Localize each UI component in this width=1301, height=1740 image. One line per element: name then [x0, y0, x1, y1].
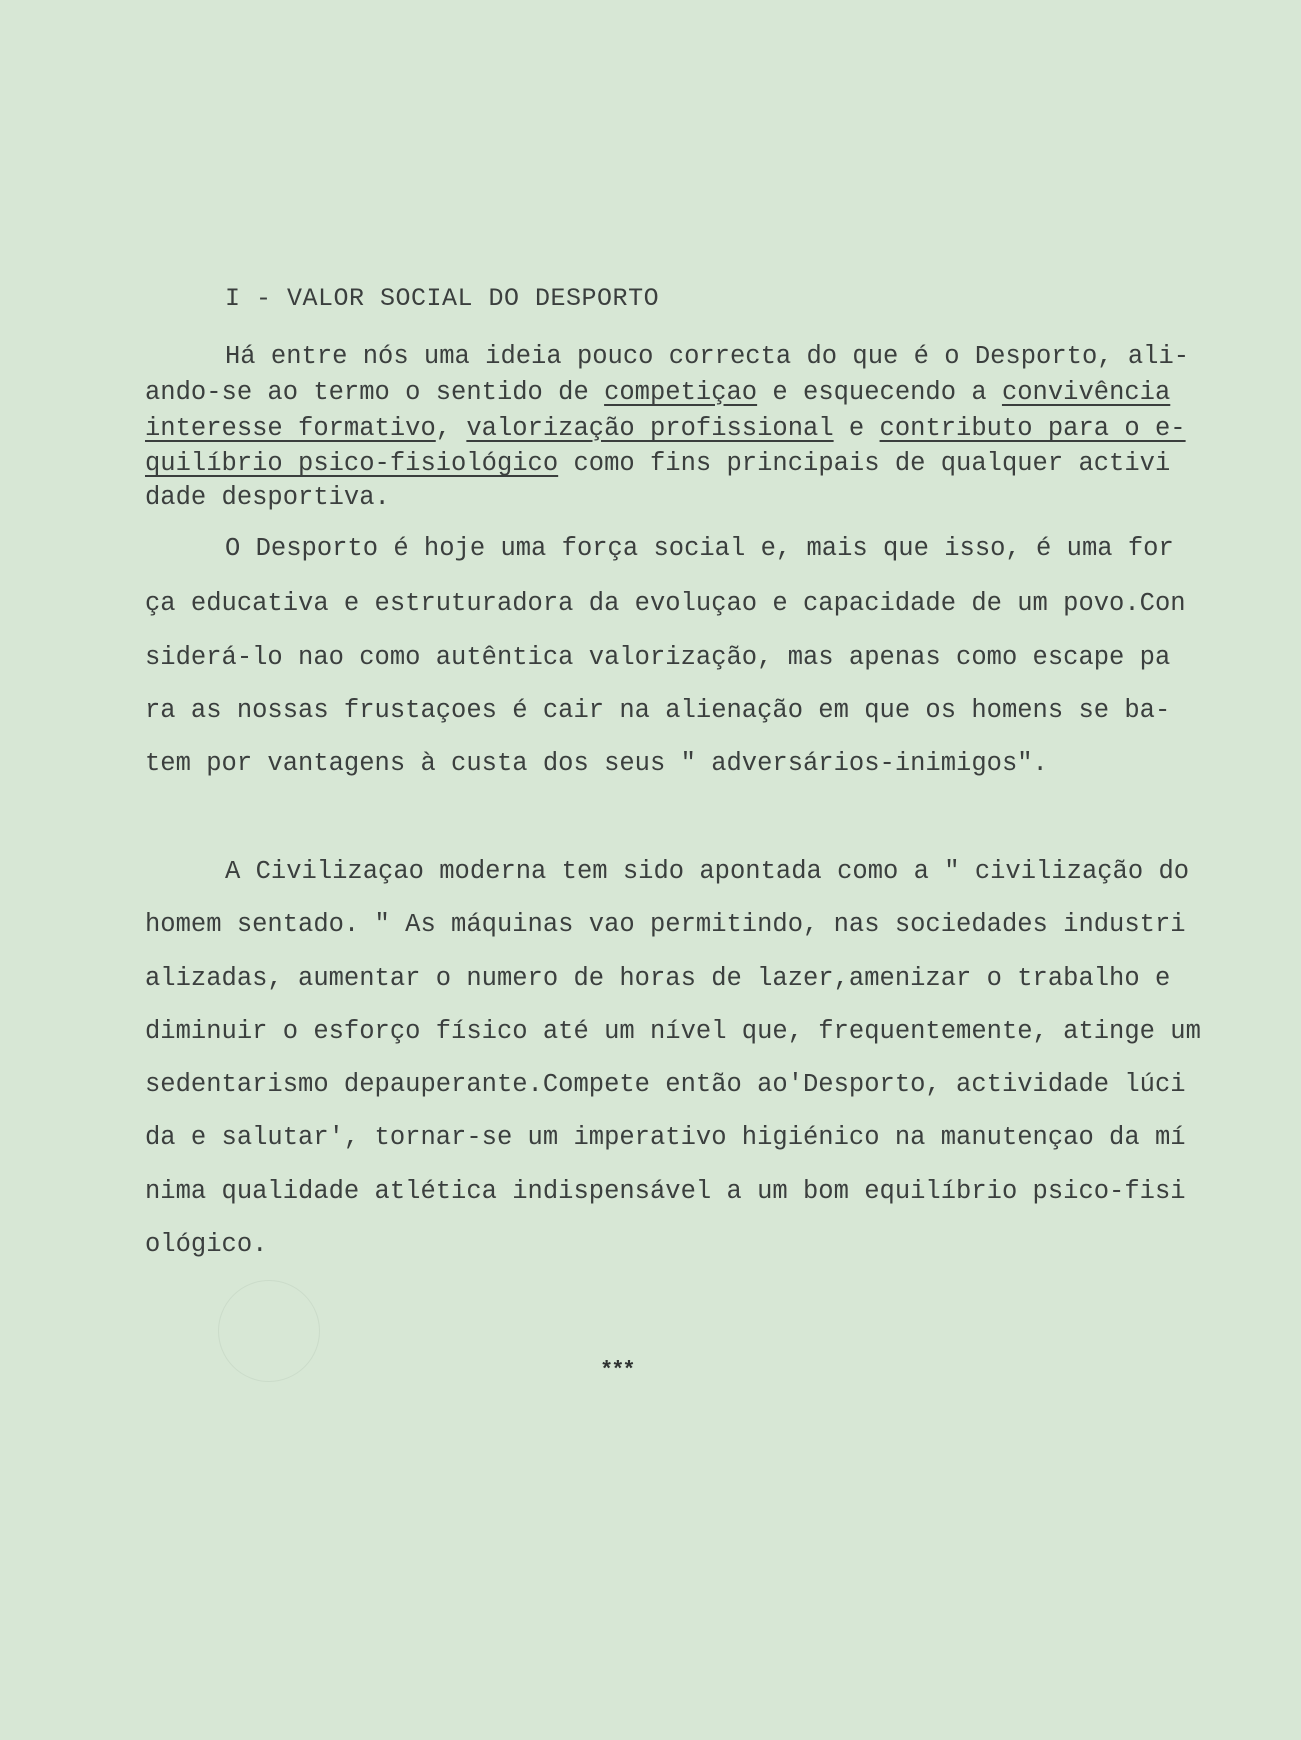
- underlined-term-competicao: competiçao: [604, 378, 758, 407]
- paragraph-1-line-1: Há entre nós uma ideia pouco correcta do que é o Desporto, ali-: [225, 342, 1190, 371]
- paragraph-2-line-3: siderá-lo nao como autêntica valorização, mas apenas como escape pa: [145, 643, 1171, 672]
- paragraph-3-line-2: homem sentado. " As máquinas vao permitindo, nas sociedades industri: [145, 910, 1186, 939]
- paragraph-2-line-2: ça educativa e estruturadora da evoluçao e capacidade de um povo.Con: [145, 589, 1186, 618]
- underlined-term-contributo: contributo para o e-: [879, 414, 1186, 443]
- section-separator: ***: [600, 1358, 634, 1383]
- underlined-term-equilibrio: quilíbrio psico-fisiológico: [145, 449, 559, 478]
- paragraph-3-line-4: diminuir o esforço físico até um nível que, frequentemente, atinge um: [145, 1017, 1201, 1046]
- text-run: ando-se ao termo o sentido de: [145, 378, 605, 407]
- text-run: ,: [435, 414, 467, 443]
- underlined-term-valorizacao-profissional: valorização profissional: [466, 414, 834, 443]
- paragraph-3-line-8: ológico.: [145, 1230, 268, 1259]
- faint-stamp-mark: [218, 1280, 320, 1382]
- underlined-term-interesse-formativo: interesse formativo: [145, 414, 436, 443]
- paragraph-3-line-3: alizadas, aumentar o numero de horas de lazer,amenizar o trabalho e: [145, 964, 1171, 993]
- section-heading: I - VALOR SOCIAL DO DESPORTO: [225, 284, 660, 313]
- paragraph-3-line-1: A Civilizaçao moderna tem sido apontada como a " civilização do: [225, 857, 1190, 886]
- paragraph-1-line-4: [145, 449, 1170, 479]
- underlined-term-convivencia: convivência: [1001, 378, 1171, 407]
- text-run: como fins principais de qualquer activi: [558, 449, 1171, 478]
- paragraph-1-line-5: dade desportiva.: [145, 483, 390, 512]
- paragraph-1-line-2: [145, 378, 1170, 408]
- paragraph-3-line-5: sedentarismo depauperante.Compete então ao'Desporto, actividade lúci: [145, 1070, 1186, 1099]
- paragraph-2-line-1: O Desporto é hoje uma força social e, mais que isso, é uma for: [225, 534, 1174, 563]
- text-run: e: [833, 414, 880, 443]
- paragraph-2-line-5: tem por vantagens à custa dos seus " adversários-inimigos".: [145, 749, 1048, 778]
- paragraph-3-line-7: nima qualidade atlética indispensável a um bom equilíbrio psico-fisi: [145, 1177, 1186, 1206]
- paragraph-1-line-3: [145, 414, 1186, 444]
- text-run: e esquecendo a: [757, 378, 1002, 407]
- paragraph-2-line-4: ra as nossas frustaçoes é cair na alienação em que os homens se ba-: [145, 696, 1171, 725]
- paragraph-3-line-6: da e salutar', tornar-se um imperativo higiénico na manutençao da mí: [145, 1123, 1186, 1152]
